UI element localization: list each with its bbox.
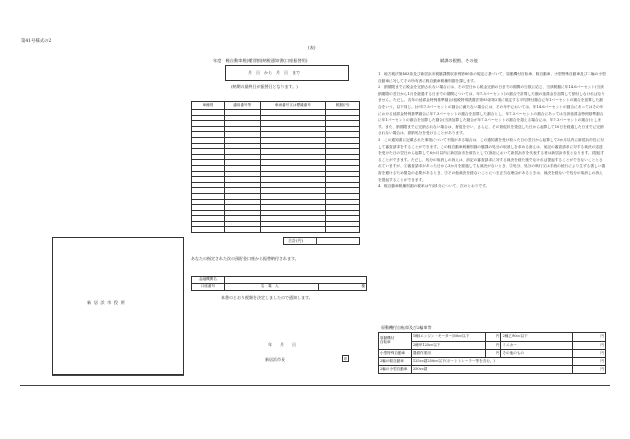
rate-cell: 250cc超	[411, 366, 572, 374]
issue-date: 年 月 日	[268, 342, 296, 347]
bank-value	[224, 277, 366, 284]
address-area	[52, 237, 184, 375]
rate-table	[378, 332, 606, 374]
notes-title: 賦課の根拠、その他	[440, 58, 478, 63]
note-2: 2 納期限までに税金を完納されない場合には、その翌日から税金完納の日までの期間の日数に応じ、当該税額に年14.6パーセント(当該納期限の翌日から1月を経過する日までの期間については、年7.3パーセント)の割合で計算した額の延滞金を加算して納付しなければなりません。ただし、各年の延滞金特例基準割合(租税特別措置法第93条第2項に規定する平均貸付割合に年1パーセントの割合を加算した割合をいう。以下同じ。)が年7.3パーセントの割合に満たない場合には、その年中においては、年14.6パーセントの割合にあってはその年における延滞金特例基準割合に年7.3パーセントの割合を加算した割合とし、年7.3パーセントの割合にあっては当該延滞金特例基準割合に年1パーセントの割合を加算した割合(当該加算した割合が年7.3パーセントの割合を超える場合には、年7.3パーセントの割合)とします。また、納期限までに完納されない場合は、督促を行い、さらに、その督促状を発送した日から起算して10日を経過した日までに完納されない場合は、滞納処分を受けることがあります。	[378, 85, 606, 136]
rate-cell: その他のもの	[501, 350, 573, 358]
rate-row-label: 2輪の小型自動車	[379, 366, 412, 374]
form-side-label: (表)	[308, 45, 316, 50]
bank-table	[191, 276, 367, 291]
total-label: 合計(円)	[288, 238, 304, 243]
header-applicable-number: 適用番号等	[224, 102, 260, 110]
rate-cell: ミニカー	[501, 342, 573, 350]
rate-unit: 円	[573, 366, 606, 374]
name-label-cell	[224, 284, 319, 291]
seal-text: 印	[343, 357, 348, 361]
period-text: 月 日 から 月 日 まで	[248, 70, 300, 75]
header-vehicle-number: 車両番号又は標識番号	[260, 102, 326, 110]
rate-unit: 円	[573, 350, 606, 358]
deadline-note: (納期の最終日が振替日となります。)	[231, 84, 298, 89]
rate-unit: 円	[573, 333, 606, 342]
rate-unit: 円	[485, 333, 501, 342]
note-1: 1 地方税法第463条及び新居浜市税賦課徴収条例第80条の規定に基づいて、原動機付自転車、軽自動車、小型特殊自動車及び二輪の小型自動車に対してその所有者に軽自動車税種別割を課します。	[378, 72, 606, 83]
table-cell	[192, 227, 225, 233]
rate-row-label: 2輪の軽自動車	[379, 358, 412, 366]
rate-unit: 円	[573, 358, 606, 366]
table-row	[192, 227, 360, 233]
bank-label: 金融機関名	[192, 277, 225, 284]
name-label: 名 義 人	[260, 284, 279, 289]
form-number: 第41号様式の2	[21, 39, 52, 44]
decision-notice: 本書のとおり税額を決定しましたので通知します。	[221, 295, 313, 300]
note-3: 3 この通知書に記載された事項について不服がある場合は、この通知書を受け取った日の翌日から起算して3か月以内に新居浜市長に対して審査請求をすることができます。この軽自動車税種別割の賦課の処分の取消しを求める訴えは、前記の審査請求に対する裁決の送達を受けた日の翌日から起算して6か月以内に新居浜市を被告として(訴訟において新居浜市を代表する者は新居浜市長となります。)提起することができます。ただし、処分の取消しの訴えは、前記の審査請求に対する裁決を経た後でなければ提起することができないこととされていますが、①審査請求があった日から3か月を経過しても裁決がないとき、②処分、処分の執行又は手続の続行により生ずる著しい損害を避けるため緊急の必要があるとき、③その他裁決を経ないことにつき正当な理由があるときは、裁決を経ないで処分の取消しの訴えを提起することができます。	[378, 137, 606, 182]
rate-cell: 農耕作業用	[411, 350, 485, 358]
official-seal	[342, 355, 349, 362]
rate-cell: 2種乙90cc以下	[501, 333, 573, 342]
rate-unit: 円	[485, 350, 501, 358]
rate-unit: 円	[573, 342, 606, 350]
note-4: 4 軽自動車税種別割の税率は午前1分について、次のとおりです。	[378, 184, 490, 189]
tax-table	[191, 101, 360, 233]
rate-row-label: 小型特殊自動車	[379, 350, 412, 358]
rate-table-title: 原動機付自転車及び2輪車等	[381, 325, 432, 330]
rate-row-label-moped: 原動機付 自転車	[379, 333, 412, 350]
notes-body	[378, 71, 606, 190]
table-cell	[224, 227, 260, 233]
rate-cell: 125cc超250cc以下(ボートトレーラー等を含む。)	[411, 358, 572, 366]
sama-label: 様	[361, 284, 365, 289]
table-cell	[260, 227, 326, 233]
rate-cell: 1種(エンジン・モーター)50cc以下	[411, 333, 485, 342]
notice-title: 年度 軽自動車税(種別割)納税通知書(口座振替用)	[213, 58, 308, 63]
header-vehicle-type: 車種別	[192, 102, 225, 110]
rate-unit: 円	[485, 342, 501, 350]
issuer-name: 新居浜市長	[265, 357, 285, 362]
header-tax-amount: 税額(円)	[326, 102, 360, 110]
name-value	[319, 284, 367, 291]
table-cell	[326, 227, 360, 233]
transfer-note: あなたの指定された次の預貯金口座から振替納付されます。	[191, 256, 299, 261]
rate-cell: 2種甲125cc以下	[411, 342, 485, 350]
account-label: 口座番号	[192, 284, 225, 291]
address-text: 新 居 浜 市 役 所	[87, 300, 126, 305]
